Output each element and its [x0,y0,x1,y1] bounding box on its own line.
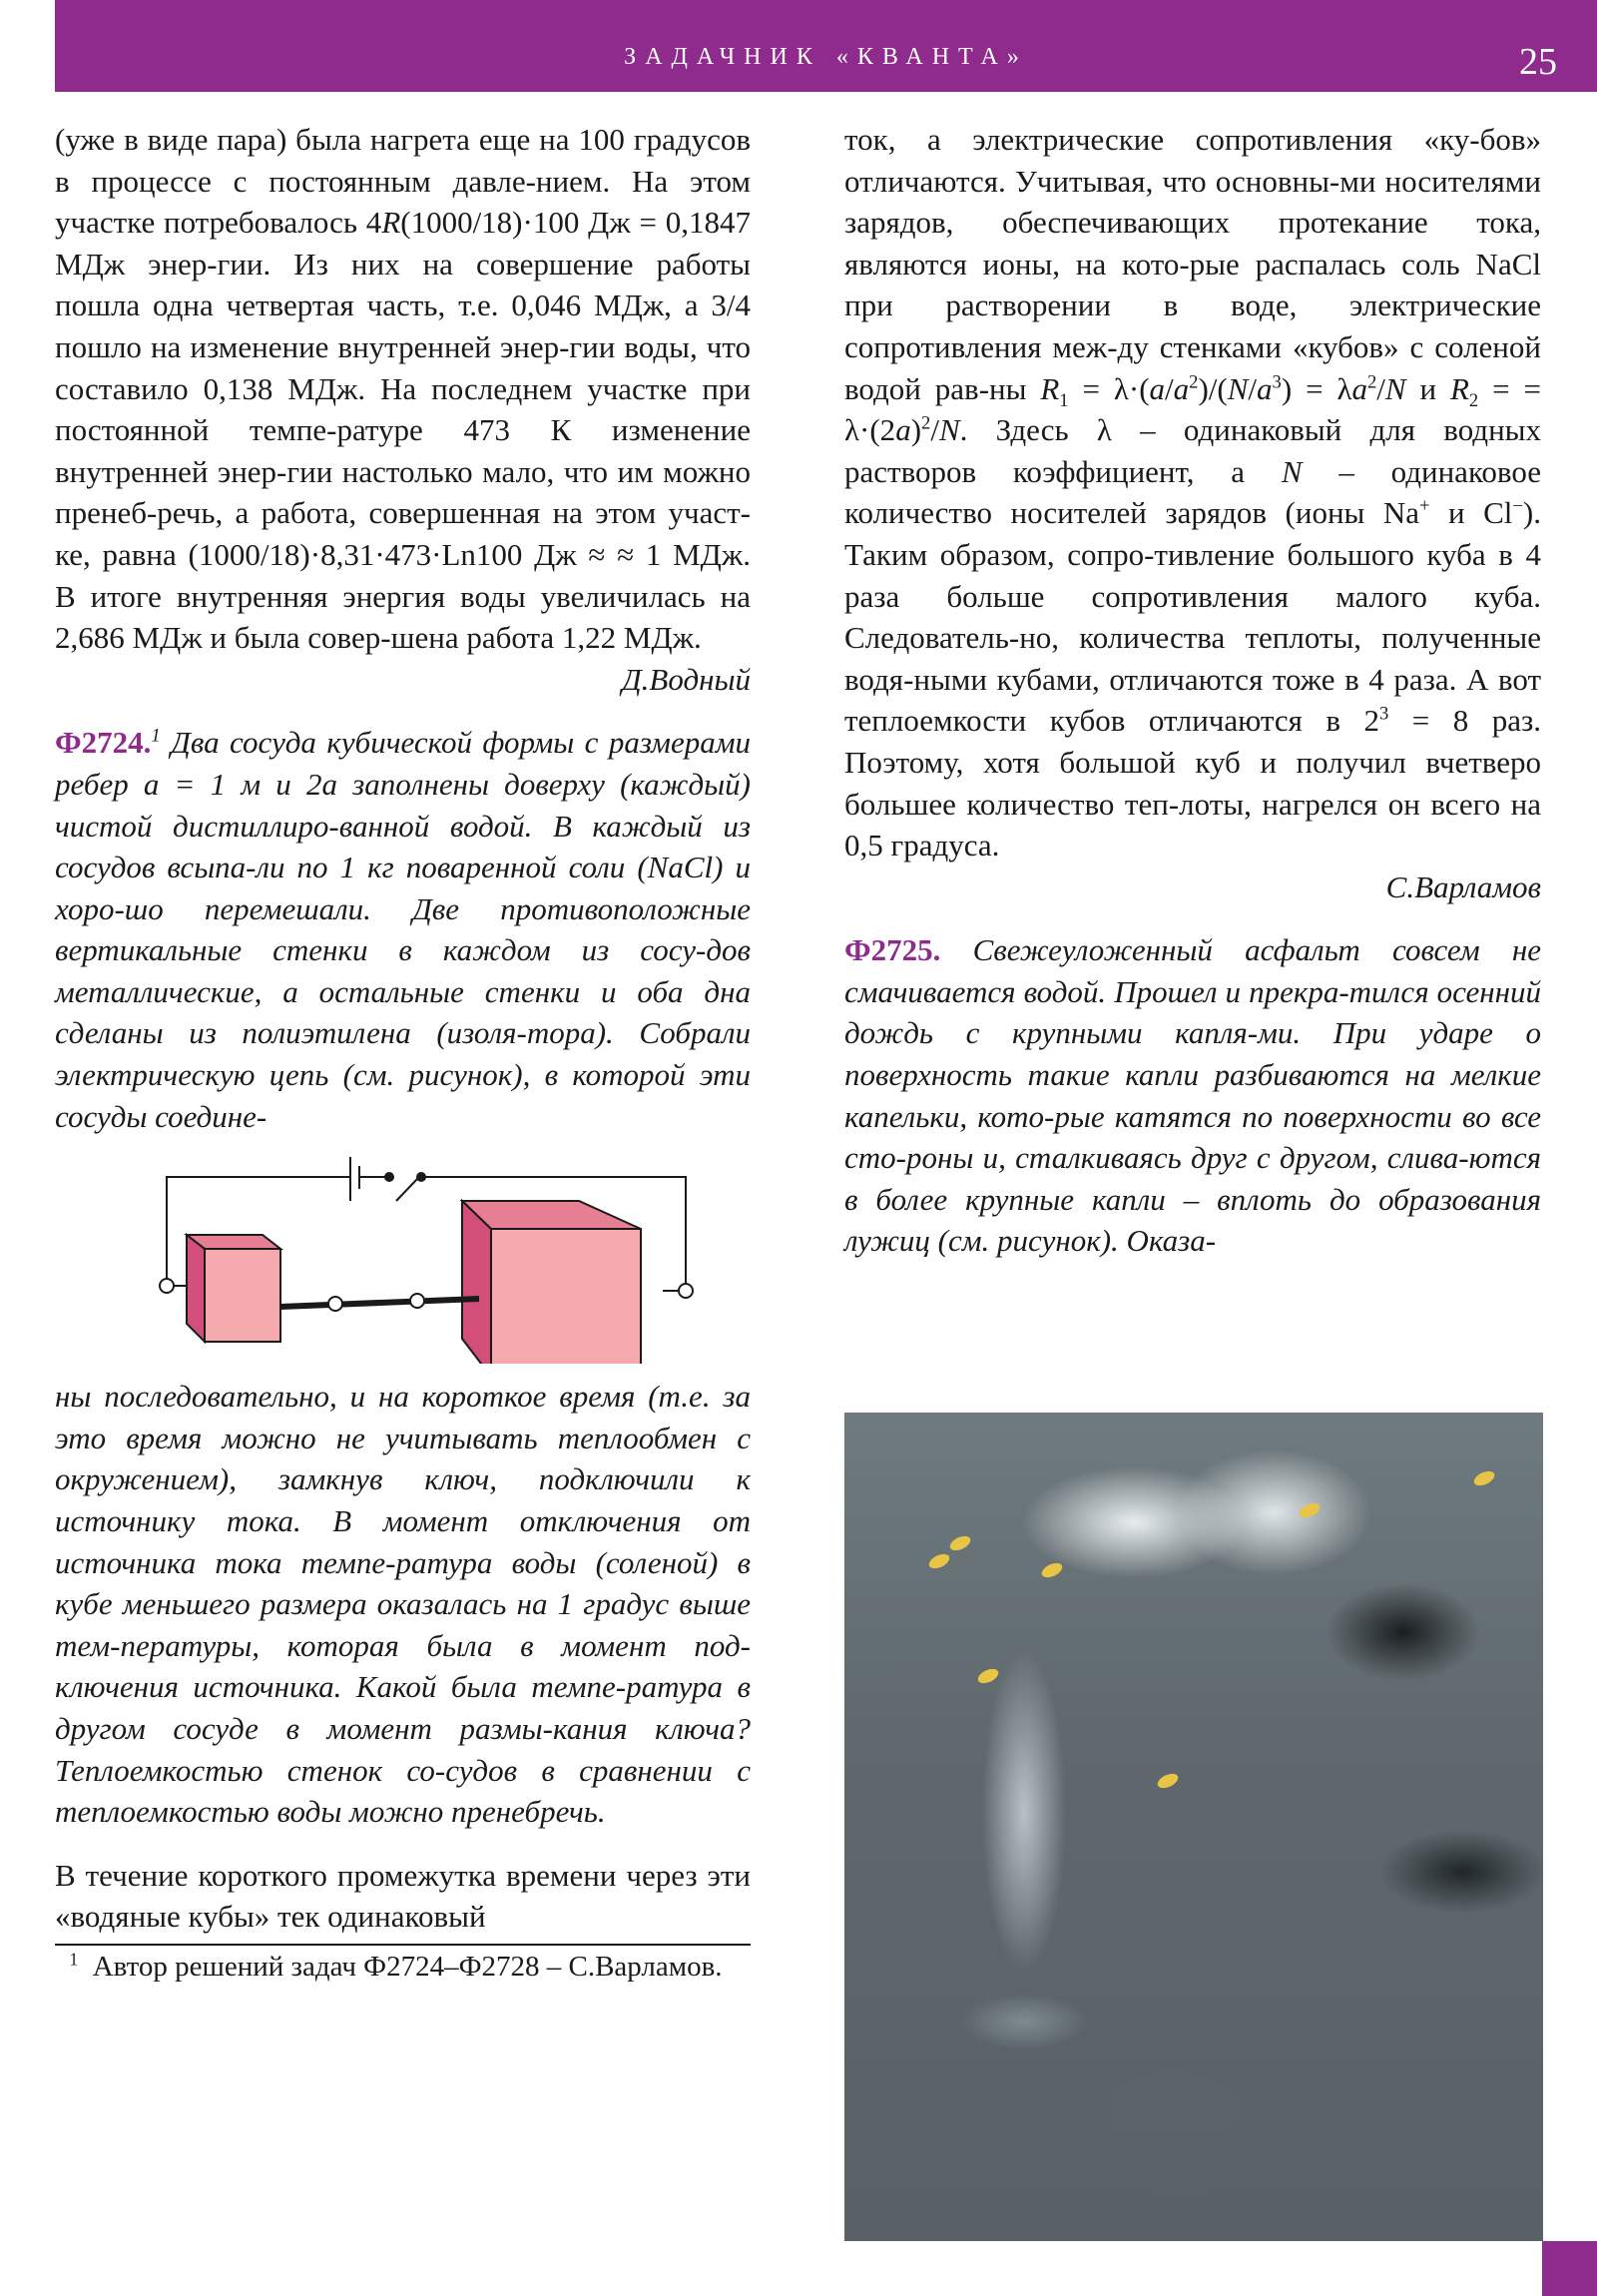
switch-contact-right [416,1172,426,1182]
journal-section-title: ЗАДАЧНИК «КВАНТА» [624,44,1028,70]
circuit-diagram-figure [150,1149,709,1364]
leaf-icon [1039,1560,1064,1580]
small-cube [187,1235,280,1342]
solution-author: Д.Водный [621,661,751,697]
wet-asphalt-photo [844,1413,1543,2241]
solution-2724-author: С.Варламов [1385,868,1541,904]
left-column [55,119,751,1986]
right-column [844,119,1541,1262]
problem-number-2725: Ф2725. [844,932,941,968]
page-number: 25 [1519,41,1557,83]
problem-2724-text-part1: Два сосуда кубической формы с размерами ребер a = 1 м и 2a заполнены доверху (каждый) чистой дистиллиро-ванной водой. В каждый из сосудов всыпа-ли по 1 кг поваренной соли (NaCl) и хоро-шо перемешали. Две противоположные вертикальные стенки в каждом из сосу-дов металлические, а остальные стенки и оба дна сделаны из полиэтилена (изоля-тора). Собрали электрическую цепь (см. рисунок), в которой эти сосуды соедине- [55,725,752,1134]
problem-2725-text: Свежеуложенный асфальт совсем не смачивается водой. Прошел и прекра-тился осенний дождь с крупными капля-ми. При ударе о поверхность такие капли разбиваются на мелкие капельки, кото-рые катятся по поверхности во все сто-роны и, сталкиваясь друг с другом, слива-ются в более крупные капли – вплоть до образования лужиц (см. рисунок). Оказа- [844,932,1541,1259]
terminal [160,1279,174,1293]
page-corner-marker [1542,2241,1597,2296]
terminal [410,1294,424,1308]
problem-2724-text-part2: ны последовательно, и на короткое время (т.е. за это время можно не учитывать теплообмен с окружением), замкнув ключ, подключили к источнику тока. В момент отключения от источника тока темпе-ратура воды (соленой) в кубе меньшего размера оказалась на 1 градус выше тем-пературы, которая была в момент под-ключения источника. Какой была темпе-ратура в другом сосуде в момент размы-кания ключа? Теплоемкостью стенок со-судов в сравнении с теплоемкостью воды можно пренебречь. [55,1379,751,1830]
problem-2724-statement [55,722,751,1137]
leaf-icon [1155,1771,1180,1791]
solution-2724-continued: ток, а электрические сопротивления «ку-бов» отличаются. Учитывая, что основны-ми носителями зарядов, обеспечивающих протекание тока, являются ионы, на кото-рые распалась соль NaCl при растворении в воде, электрические сопротивления меж-ду стенками «кубов» с соленой водой рав-ны $R_1 = \lambda\cdot(a/a^2)/(N/a^3) = \lambda a^2/N$ и $R_2$ = = $\lambda\cdot(2a)^2/N$. Здесь λ – одинаковый для водных растворов коэффициент, а N – одинаковое количество носителей зарядов (ионы Na+ и Cl−). Таким образом, сопро-тивление большого куба в 4 раза больше сопротивления малого куба. Следователь-но, количества теплоты, полученные водя-ными кубами, отличаются тоже в 4 раза. А вот теплоемкости кубов отличаются в $2^3 = 8$ раз. Поэтому, хотя большой куб и получил вчетверо большее количество теп-лоты, нагрелся он всего на 0,5 градуса. [844,122,1541,863]
connecting-wire [280,1299,479,1307]
solution-continued-text: (уже в виде пара) была нагрета еще на 100 градусов в процессе с постоянным давле-нием. На этом участке потребовалось 4R(1000/18)·100 Дж = 0,1847 МДж энер-гии. Из них на совершение работы пошла одна четвертая часть, т.е. 0,046 МДж, а 3/4 пошло на изменение внутренней энер-гии воды, что составило 0,138 МДж. На последнем участке при постоянной темпе-ратуре 473 К изменение внутренней энер-гии настолько мало, что им можно пренеб-речь, а работа, совершенная на этом участ-ке, равна (1000/18)·8,31·473·Ln100 Дж ≈ ≈ 1 МДж. В итоге внутренняя энергия воды увеличилась на 2,686 МДж и была совер-шена работа 1,22 МДж. [55,122,751,656]
leaf-icon [975,1666,1000,1686]
terminal [328,1297,342,1311]
footnote-reference[interactable]: 1 [151,725,161,747]
problem-2725-statement [844,929,1541,1262]
large-cube [462,1201,641,1364]
solution-2724-start: В течение короткого промежутка времени через эти «водяные кубы» тек одинаковый [55,1857,751,1935]
terminal [679,1284,693,1298]
leaf-icon [1471,1468,1496,1488]
leaf-icon [1297,1500,1322,1520]
footnote-mark: 1 [69,1949,79,1970]
footnote-text: Автор решений задач Ф2724–Ф2728 – С.Варламов. [92,1950,723,1983]
leaf-icon [947,1533,972,1553]
leaf-icon [926,1551,951,1571]
problem-number-2724: Ф2724. [55,725,152,761]
footnote [55,1946,751,1986]
page-header-bar [55,0,1597,92]
switch-contact-left [384,1172,394,1182]
